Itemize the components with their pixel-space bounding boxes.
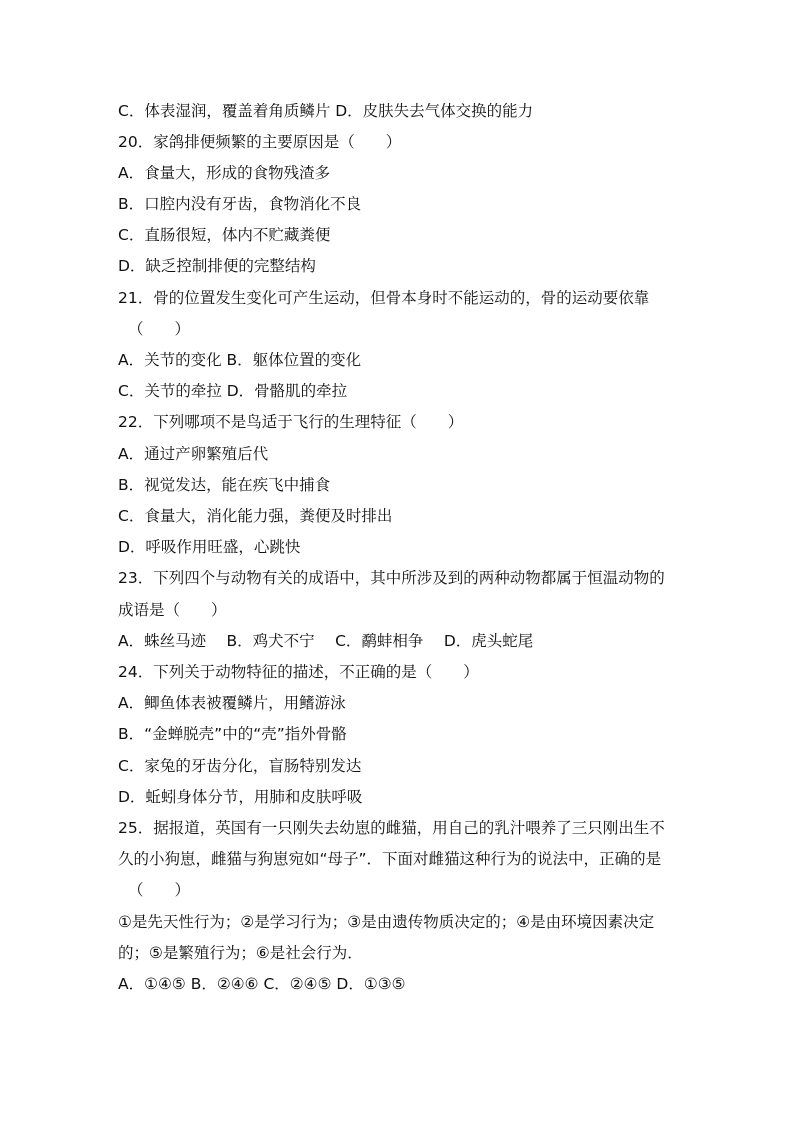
q22-option-d: D．呼吸作用旺盛，心跳快 [118,538,301,556]
q22-option-b: B．视觉发达，能在疾飞中捕食 [118,476,331,494]
q25-stem-cont: 久的小狗崽，雌猫与狗崽宛如“母子”．下面对雌猫这种行为的说法中，正确的是 [118,850,662,868]
q24-option-d: D．蚯蚓身体分节，用肺和皮肤呼吸 [118,788,363,806]
q21-options-cd: C．关节的牵拉 D．骨骼肌的牵拉 [118,382,348,400]
q25-stem: 25．据报道，英国有一只刚失去幼崽的雌猫，用自己的乳汁喂养了三只刚出生不 [118,819,665,837]
q23-stem-cont: 成语是（ ） [118,601,227,619]
q24-stem: 24．下列关于动物特征的描述，不正确的是（ ） [118,663,479,681]
q20-option-a: A．食量大，形成的食物残渣多 [118,164,331,182]
q25-statements: ①是先天性行为；②是学习行为；③是由遗传物质决定的；④是由环境因素决定 [118,913,655,931]
q23-stem: 23．下列四个与动物有关的成语中，其中所涉及到的两种动物都属于恒温动物的 [118,569,665,587]
q25-stem-paren: （ ） [128,881,191,899]
q22-stem: 22．下列哪项不是鸟适于飞行的生理特征（ ） [118,413,464,431]
q24-option-a: A．鲫鱼体表被覆鳞片，用鳍游泳 [118,694,346,712]
q23-options: A．蛛丝马迹 B．鸡犬不宁 C．鹬蚌相争 D．虎头蛇尾 [118,632,534,650]
q25-statements-cont: 的；⑤是繁殖行为；⑥是社会行为． [118,944,363,962]
q21-options-ab: A．关节的变化 B．躯体位置的变化 [118,351,362,369]
q20-stem: 20．家鸽排便频繁的主要原因是（ ） [118,133,402,151]
q22-option-c: C．食量大，消化能力强，粪便及时排出 [118,507,393,525]
q21-stem-cont: （ ） [128,320,191,338]
q22-option-a: A．通过产卵繁殖后代 [118,445,269,463]
q24-option-b: B．“金蝉脱壳”中的“壳”指外骨骼 [118,725,347,743]
q24-option-c: C．家兔的牙齿分化，盲肠特别发达 [118,757,362,775]
q20-option-c: C．直肠很短，体内不贮藏粪便 [118,226,331,244]
q19-options-cd: C．体表湿润，覆盖着角质鳞片 D．皮肤失去气体交换的能力 [118,102,534,120]
q21-stem: 21．骨的位置发生变化可产生运动，但骨本身时不能运动的，骨的运动要依靠 [118,289,650,307]
q25-options: A．①④⑤ B．②④⑥ C．②④⑤ D．①③⑤ [118,975,406,993]
q20-option-d: D．缺乏控制排便的完整结构 [118,257,316,275]
q20-option-b: B．口腔内没有牙齿，食物消化不良 [118,195,362,213]
